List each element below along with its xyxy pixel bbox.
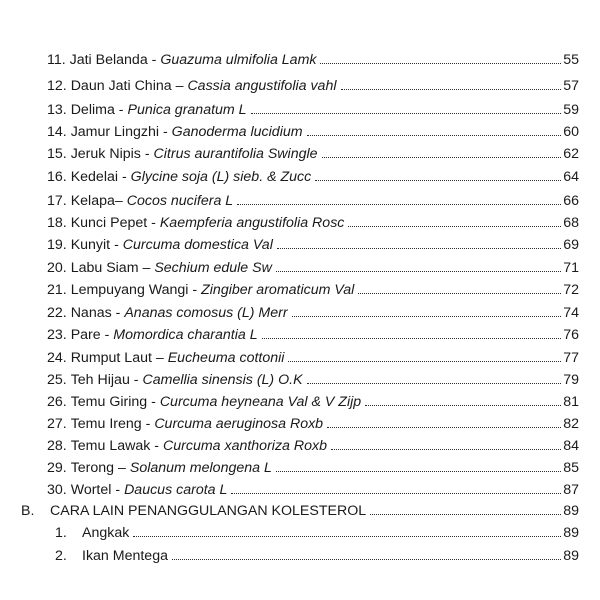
entry-scientific-name: Eucheuma cottonii [167,350,285,366]
entry-name: Wortel [70,482,112,498]
dot-leader [276,270,561,272]
entry-name: Pare [70,327,101,343]
entry-page-number: 57 [563,78,579,94]
subitem-number: 1. [55,525,67,541]
dot-leader [358,292,561,294]
entry-scientific-name: Citrus aurantifolia Swingle [153,146,318,162]
entry-page-number: 71 [563,260,579,276]
entry-name: Kedelai [70,169,119,185]
dot-leader [348,225,561,227]
dot-leader [133,535,561,537]
toc-entry-teh-hijau[interactable] [47,368,579,388]
toc-entry-nanas[interactable] [47,301,579,321]
toc-entry-labu-siam[interactable] [47,256,579,276]
toc-entry-daun-jati-china[interactable] [47,74,579,94]
entry-name: Rumput Laut [70,350,152,366]
entry-number: 29. [47,460,67,476]
entry-name: Daun Jati China [70,78,172,94]
toc-entry-rumput-laut[interactable] [47,346,579,366]
section-label: B. [21,503,35,519]
entry-separator: - [104,327,110,343]
dot-leader [262,337,561,339]
entry-name: Labu Siam [70,260,139,276]
entry-number: 20. [47,260,67,276]
entry-number: 21. [47,282,67,298]
entry-number: 14. [47,124,67,140]
dot-leader [231,492,561,494]
toc-entry-temu-giring[interactable] [47,390,579,410]
entry-scientific-name: Ananas comosus (L) Merr [124,305,288,321]
entry-number: 23. [47,327,67,343]
entry-name: Jeruk Nipis [70,146,141,162]
entry-page-number: 77 [563,350,579,366]
entry-page-number: 79 [563,372,579,388]
entry-name: Temu Giring [70,394,148,410]
entry-scientific-name: Daucus carota L [124,482,228,498]
entry-separator: - [114,237,119,253]
entry-separator: - [162,124,168,140]
entry-name: Nanas [70,305,112,321]
entry-page-number: 85 [563,460,579,476]
entry-page-number: 68 [563,215,579,231]
entry-name: Lempuyang Wangi [70,282,189,298]
subitem-name: Angkak [82,525,130,541]
entry-page-number: 72 [563,282,579,298]
entry-separator: – [114,193,123,209]
entry-separator: - [144,146,150,162]
toc-entry-delima[interactable] [47,98,579,118]
dot-leader [322,156,561,158]
toc-entry-terong[interactable] [47,456,579,476]
entry-page-number: 64 [563,169,579,185]
entry-page-number: 81 [563,394,579,410]
entry-number: 22. [47,305,67,321]
toc-entry-temu-ireng[interactable] [47,412,579,432]
entry-number: 11. [47,52,66,68]
entry-page-number: 84 [563,438,579,454]
entry-separator: - [121,169,127,185]
entry-separator: - [154,438,160,454]
entry-name: Jati Belanda [69,52,148,68]
entry-scientific-name: Sechium edule Sw [154,260,272,276]
entry-scientific-name: Cassia angustifolia vahl [187,78,337,94]
entry-name: Temu Ireng [70,416,142,432]
entry-scientific-name: Punica granatum L [127,102,247,118]
entry-scientific-name: Solanum melongena L [129,460,272,476]
entry-page-number: 69 [563,237,579,253]
subitem-number: 2. [55,548,67,564]
toc-entry-kelapa[interactable] [47,189,579,209]
entry-number: 13. [47,102,67,118]
entry-number: 24. [47,350,67,366]
entry-scientific-name: Zingiber aromaticum Val [201,282,355,298]
dot-leader [341,88,562,90]
toc-section-b[interactable] [21,499,579,519]
entry-scientific-name: Glycine soja (L) sieb. & Zucc [130,169,312,185]
toc-entry-pare[interactable] [47,323,579,343]
entry-separator: - [115,482,121,498]
entry-number: 30. [47,482,67,498]
dot-leader [307,134,561,136]
entry-page-number: 76 [563,327,579,343]
entry-scientific-name: Curcuma domestica Val [122,237,273,253]
entry-number: 12. [47,78,67,94]
dot-leader [365,404,561,406]
entry-name: Jamur Lingzhi [70,124,160,140]
entry-page-number: 55 [563,52,579,68]
entry-name: Delima [70,102,115,118]
dot-leader [327,426,561,428]
entry-name: Terong [70,460,115,476]
entry-page-number: 87 [563,482,579,498]
entry-separator: - [151,394,156,410]
entry-scientific-name: Curcuma heyneana Val & V Zijp [159,394,362,410]
entry-name: Kelapa [70,193,115,209]
dot-leader [331,448,561,450]
dot-leader [288,360,561,362]
subitem-page-number: 89 [563,525,579,541]
toc-entry-lempuyang-wangi[interactable] [47,278,579,298]
entry-scientific-name: Ganoderma lucidium [171,124,303,140]
entry-number: 15. [47,146,67,162]
toc-entry-kedelai[interactable] [47,165,579,185]
entry-number: 28. [47,438,67,454]
section-page-number: 89 [563,503,579,519]
entry-scientific-name: Cocos nucifera L [126,193,234,209]
toc-subitem-angkak[interactable] [55,521,579,541]
entry-number: 16. [47,169,67,185]
entry-name: Teh Hijau [70,372,130,388]
entry-separator: – [175,78,184,94]
dot-leader [237,203,561,205]
subitem-page-number: 89 [563,548,579,564]
entry-page-number: 59 [563,102,579,118]
entry-number: 19. [47,237,67,253]
toc-entry-wortel[interactable] [47,478,579,498]
toc-entry-jati-belanda[interactable] [47,48,579,68]
entry-number: 25. [47,372,67,388]
toc-entry-jamur-lingzhi[interactable] [47,120,579,140]
dot-leader [292,315,561,317]
entry-page-number: 74 [563,305,579,321]
subitem-name: Ikan Mentega [82,548,168,564]
toc-entry-jeruk-nipis[interactable] [47,142,579,162]
dot-leader [307,382,561,384]
entry-scientific-name: Camellia sinensis (L) O.K [142,372,303,388]
entry-scientific-name: Momordica charantia L [113,327,258,343]
section-title: CARA LAIN PENANGGULANGAN KOLESTEROL [50,503,367,519]
entry-page-number: 62 [563,146,579,162]
entry-separator: - [151,52,157,68]
dot-leader [251,112,561,114]
dot-leader [370,513,561,515]
entry-number: 26. [47,394,67,410]
entry-number: 17. [47,193,67,209]
entry-separator: – [118,460,126,476]
toc-entry-kunyit[interactable] [47,233,579,253]
toc-subitem-ikan-mentega[interactable] [55,544,579,564]
entry-page-number: 66 [563,193,579,209]
entry-separator: – [155,350,164,366]
entry-scientific-name: Curcuma xanthoriza Roxb [162,438,327,454]
toc-entry-temu-lawak[interactable] [47,434,579,454]
toc-entry-kunci-pepet[interactable] [47,211,579,231]
entry-number: 18. [47,215,67,231]
dot-leader [277,247,561,249]
dot-leader [276,470,561,472]
entry-page-number: 60 [563,124,579,140]
entry-name: Kunyit [70,237,111,253]
dot-leader [320,62,561,64]
dot-leader [315,179,561,181]
entry-separator: - [151,215,156,231]
entry-scientific-name: Kaempferia angustifolia Rosc [159,215,345,231]
entry-scientific-name: Curcuma aeruginosa Roxb [154,416,324,432]
entry-name: Temu Lawak [70,438,151,454]
entry-number: 27. [47,416,67,432]
entry-separator: - [115,305,121,321]
entry-separator: - [145,416,151,432]
entry-page-number: 82 [563,416,579,432]
entry-separator: - [192,282,198,298]
entry-separator: - [118,102,124,118]
entry-separator: – [142,260,151,276]
dot-leader [172,558,561,560]
entry-separator: - [133,372,139,388]
entry-scientific-name: Guazuma ulmifolia Lamk [160,52,317,68]
entry-name: Kunci Pepet [70,215,148,231]
